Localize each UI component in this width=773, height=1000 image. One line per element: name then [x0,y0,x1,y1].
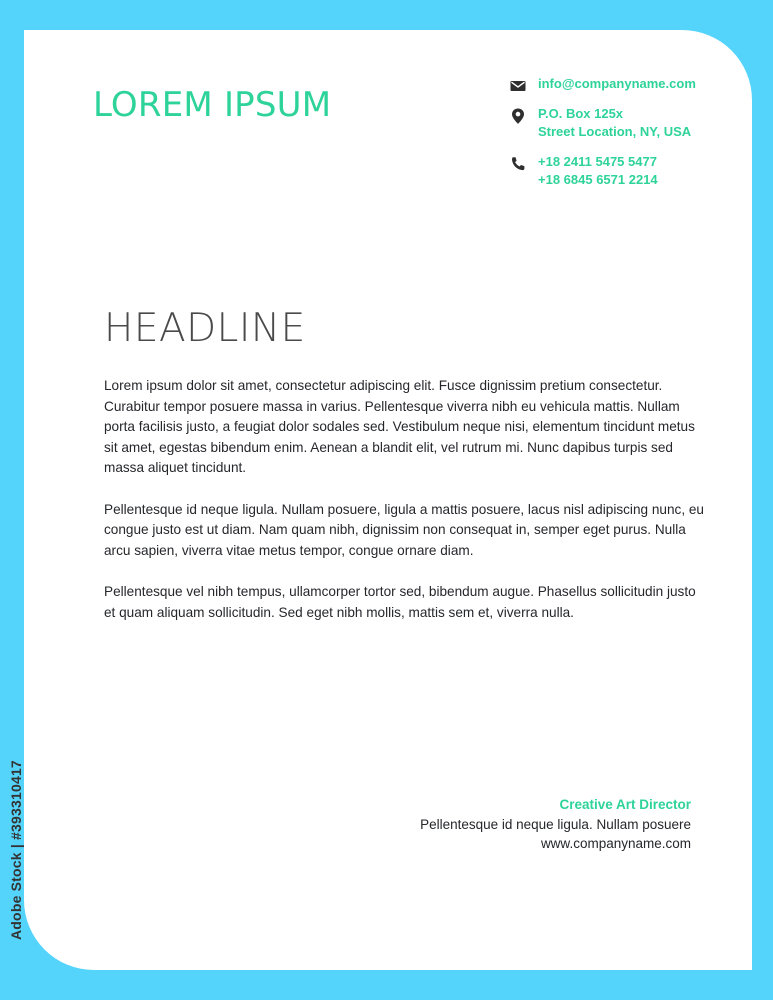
body-paragraph: Pellentesque vel nibh tempus, ullamcorper tortor sed, bibendum augue. Phasellus sollicitudin justo et quam aliquam sollicitudin. Sed eget nibh mollis, mattis sem et, viverra nulla. [104,584,696,620]
signature-block [420,795,691,854]
brand-title: LOREM IPSUM [93,85,332,125]
phone-icon [509,155,527,173]
signature-role: Creative Art Director [559,797,691,812]
signature-tagline: Pellentesque id neque ligula. Nullam posuere [420,816,691,832]
envelope-icon [509,77,527,95]
body-paragraph: Lorem ipsum dolor sit amet, consectetur adipiscing elit. Fusce dignissim pretium consectetur. Curabitur tempor posuere massa in varius. Pellentesque viverra nibh eu vehicula mattis. Nullam porta facilisis justo, a feugiat dolor sodales sed. Vestibulum neque nisi, elementum tincidunt metus sit amet, egestas bibendum enim. Aenean a blandit elit, vel rutrum mi. Nunc dapibus turpis sed massa aliquet tincidunt. [104,378,695,475]
signature-website[interactable]: www.companyname.com [540,836,691,851]
contact-block [509,75,739,201]
adobe-stock-watermark [8,740,30,940]
contact-email-text[interactable]: info@companyname.com [538,76,696,91]
body-copy [104,376,704,644]
body-paragraph: Pellentesque id neque ligula. Nullam posuere, ligula a mattis posuere, lacus nisl adipiscing nunc, eu congue justo est ut diam. Nam quam nibh, dignissim non consequat in, semper eget purus. Nulla arcu sapien, viverra vitae metus tempor, congue ornare diam. [104,501,704,558]
contact-address [509,105,739,141]
contact-phone [509,153,739,189]
contact-phone-2[interactable]: +18 6845 6571 2214 [538,172,658,187]
location-pin-icon [509,107,527,125]
watermark-text: Adobe Stock | #393310417 [8,760,24,940]
letterhead-page [24,30,752,970]
contact-email [509,75,739,93]
contact-address-line-1: P.O. Box 125x [538,106,624,121]
contact-address-line-2: Street Location, NY, USA [538,124,692,139]
headline: HEADLINE [104,306,306,351]
contact-phone-1[interactable]: +18 2411 5475 5477 [538,154,657,169]
